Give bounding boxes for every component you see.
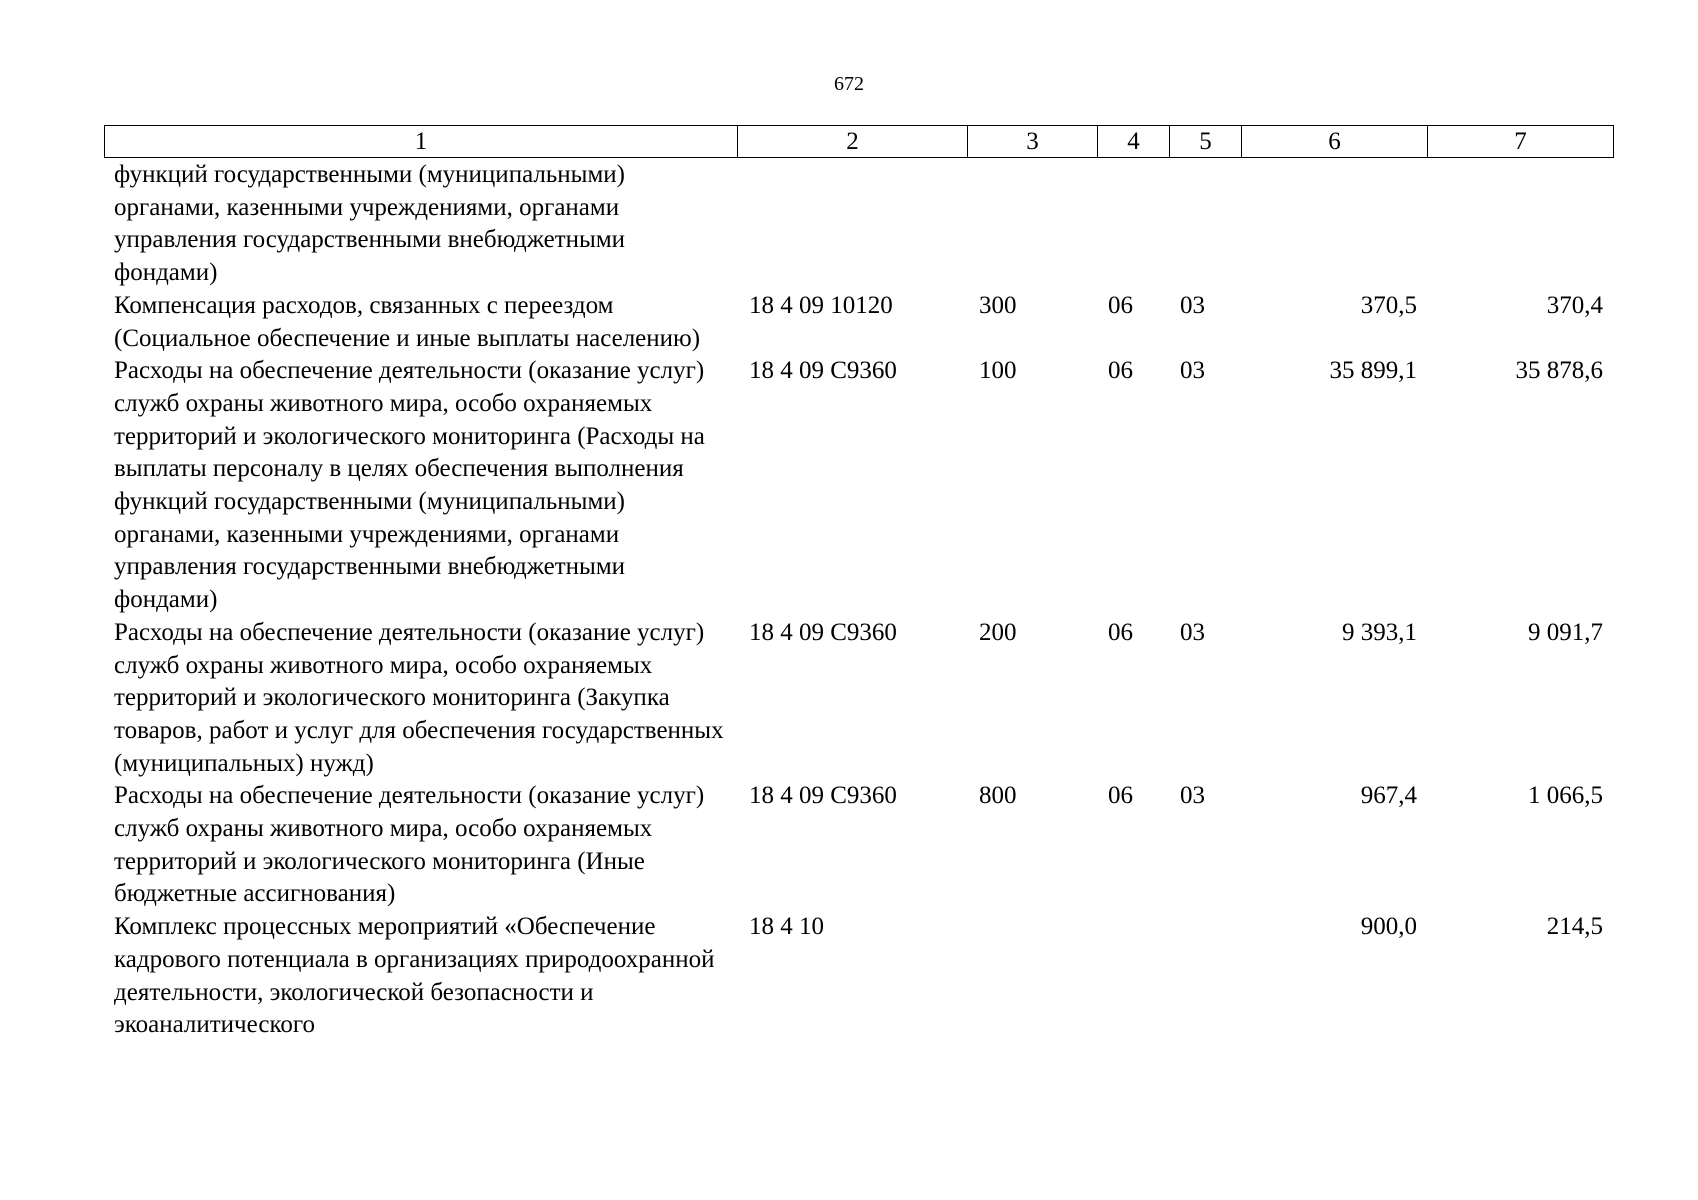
header-col-5: 5 [1170, 126, 1242, 158]
amount-col6-cell: 370,5 [1360, 291, 1417, 319]
expense-type-cell: 100 [979, 357, 1017, 385]
expense-type-cell [967, 911, 1097, 1042]
amount-col6-cell: 967,4 [1360, 782, 1417, 810]
target-code-cell: 18 4 10 [749, 913, 824, 941]
header-col-3: 3 [968, 126, 1098, 158]
header-col-7: 7 [1428, 126, 1614, 158]
target-code-cell: 18 4 09 С9360 [749, 782, 897, 810]
header-row [105, 126, 1614, 158]
section-cell: 06 [1108, 291, 1133, 319]
section-cell: 06 [1108, 618, 1133, 646]
header-col-1: 1 [105, 126, 738, 158]
expense-type-cell: 300 [979, 291, 1017, 319]
subsection-cell [1169, 159, 1241, 290]
header-col-4: 4 [1098, 126, 1170, 158]
section-cell [1097, 911, 1169, 1042]
expense-name-cell: Компенсация расходов, связанных с переездом (Социальное обеспечение и иные выплаты населению) [114, 291, 701, 352]
section-cell [1097, 159, 1169, 290]
table-body [104, 159, 1613, 1042]
expense-type-cell: 200 [979, 618, 1017, 646]
amount-col7-cell: 35 878,6 [1515, 357, 1603, 385]
table-row [104, 355, 1613, 617]
amount-col6-cell: 9 393,1 [1342, 618, 1417, 646]
expense-name-cell: Расходы на обеспечение деятельности (оказание услуг) служб охраны животного мира, особо охраняемых территорий и экологического мониторинга (Расходы на выплаты персоналу в целях обеспечения выполнения функций государственными (муниципальными) органами, казенными учреждениями, органами управления государственными внебюджетными фондами) [114, 357, 705, 614]
amount-col6-cell: 35 899,1 [1329, 357, 1417, 385]
expense-type-cell [967, 159, 1097, 290]
amount-col7-cell: 9 091,7 [1528, 618, 1603, 646]
subsection-cell: 03 [1180, 782, 1205, 810]
budget-table [104, 159, 1613, 1042]
amount-col7-cell [1427, 159, 1613, 290]
amount-col7-cell: 214,5 [1546, 913, 1603, 941]
page-number: 672 [834, 73, 864, 95]
table-header [104, 125, 1614, 158]
section-cell: 06 [1108, 782, 1133, 810]
subsection-cell [1169, 911, 1241, 1042]
table-row [104, 780, 1613, 911]
amount-col7-cell: 1 066,5 [1528, 782, 1603, 810]
expense-name-cell: Комплекс процессных мероприятий «Обеспечение кадрового потенциала в организациях природоохранной деятельности, экологической безопасности и экоаналитического [114, 913, 715, 1039]
subsection-cell: 03 [1180, 291, 1205, 319]
table-row [104, 290, 1613, 355]
amount-col6-cell [1241, 159, 1427, 290]
expense-name-cell: Расходы на обеспечение деятельности (оказание услуг) служб охраны животного мира, особо охраняемых территорий и экологического мониторинга (Иные бюджетные ассигнования) [114, 782, 705, 908]
expense-type-cell: 800 [979, 782, 1017, 810]
amount-col6-cell: 900,0 [1360, 913, 1417, 941]
subsection-cell: 03 [1180, 618, 1205, 646]
expense-name-cell: функций государственными (муниципальными) органами, казенными учреждениями, органами управления государственными внебюджетными фондами) [114, 161, 626, 287]
table-row [104, 159, 1613, 290]
header-col-6: 6 [1242, 126, 1428, 158]
target-code-cell: 18 4 09 С9360 [749, 357, 897, 385]
section-cell: 06 [1108, 357, 1133, 385]
subsection-cell: 03 [1180, 357, 1205, 385]
header-col-2: 2 [738, 126, 968, 158]
table-row [104, 911, 1613, 1042]
target-code-cell: 18 4 09 С9360 [749, 618, 897, 646]
target-code-cell: 18 4 09 10120 [749, 291, 893, 319]
target-code-cell [737, 159, 967, 290]
table-row [104, 617, 1613, 781]
expense-name-cell: Расходы на обеспечение деятельности (оказание услуг) служб охраны животного мира, особо охраняемых территорий и экологического мониторинга (Закупка товаров, работ и услуг для обеспечения государственных (муниципальных) нужд) [114, 618, 724, 777]
amount-col7-cell: 370,4 [1546, 291, 1603, 319]
